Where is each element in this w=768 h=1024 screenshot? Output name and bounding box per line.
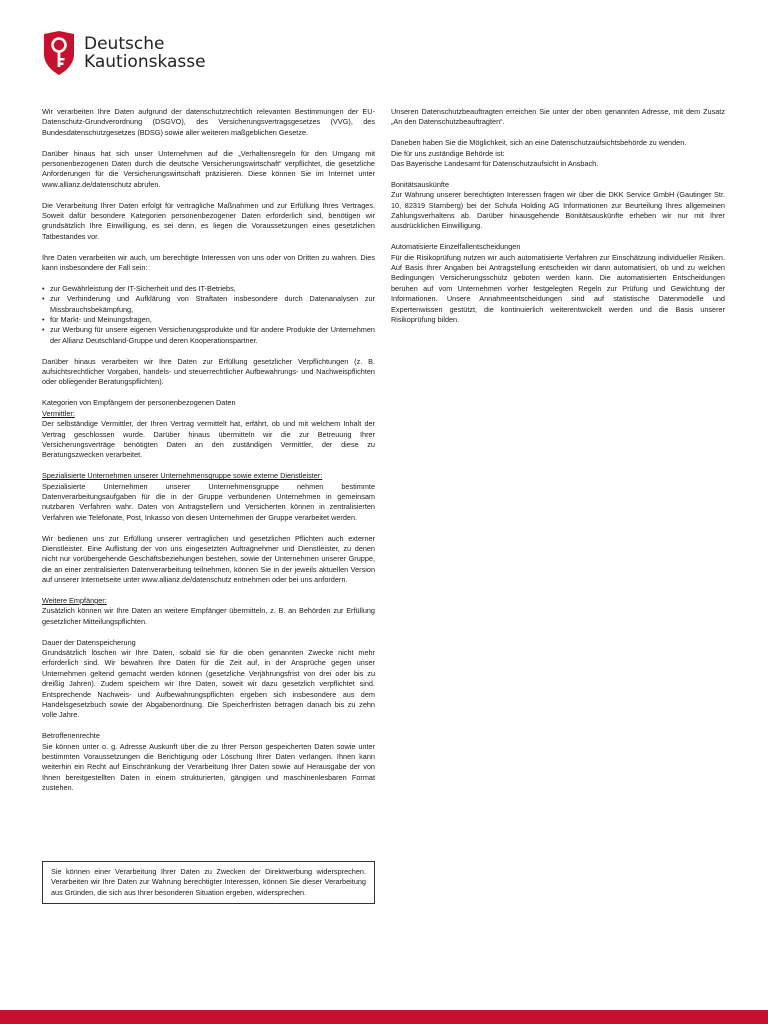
aufsichtsbehoerde-line-2: Die für uns zuständige Behörde ist: bbox=[391, 148, 505, 158]
footer-bar bbox=[0, 1010, 768, 1024]
interessen-paragraph: Ihre Daten verarbeiten wir auch, um berechtigte Interessen von uns oder von Dritten zu wahren. Dies kann insbesondere der Fall sein: bbox=[42, 252, 375, 273]
automatisierte-entscheidungen-heading: Automatisierte Einzelfallentscheidungen bbox=[391, 242, 521, 252]
interessen-list bbox=[42, 284, 375, 346]
speicherdauer-heading: Dauer der Datenspeicherung bbox=[42, 637, 136, 647]
list-item: • zur Gewährleistung der IT-Sicherheit und des IT-Betriebs, bbox=[42, 284, 375, 294]
bonitaet-paragraph: Zur Wahrung unserer berechtigten Interessen fragen wir über die DKK Service GmbH (Gautinger Str. 10, 82319 Starnberg) bei der Schufa Holding AG Informationen zur Beurteilung Ihres allgemeinen Zahlungsverhaltens ab. Darüber hinausgehende Bonitätsauskünfte erheben wir nur mit Ihrer ausdrücklichen Einwilligung. bbox=[391, 190, 725, 231]
brand-name bbox=[84, 35, 206, 71]
verarbeitung-paragraph: Die Verarbeitung Ihrer Daten erfolgt für vertragliche Maßnahmen und zur Erfüllung Ihres Vertrages. Soweit dafür besondere Kategorien personenbezogener Daten erforderlich sind, benötigen wir grundsätzlich Ihre Einwilligung, es sei denn, es liegen die Voraussetzungen eines gesetzlichen Tatbestandes vor. bbox=[42, 200, 375, 241]
brand-line-1: Deutsche bbox=[84, 34, 165, 54]
key-shield-icon bbox=[42, 30, 76, 76]
speicherdauer-paragraph: Grundsätzlich löschen wir Ihre Daten, sobald sie für die oben genannten Zwecke nicht mehr erforderlich sind. Wir bewahren Ihre Daten für die Zeit auf, in der Ansprüche gegen unser Unternehmen geltend gemacht werden können (gesetzliche Verjährungsfrist von drei oder bis zu dreißig Jahren). Zudem speichern wir Ihre Daten, soweit wir dazu gesetzlich verpflichtet sind. Entsprechende Nachweis- und Aufbewahrungspflichten ergeben sich insbesondere aus dem Handelsgesetzbuch sowie der Abgabenordnung. Die Speicherfristen betragen danach bis zu zehn volle Jahre. bbox=[42, 647, 375, 720]
list-item: • für Markt- und Meinungsfragen, bbox=[42, 315, 375, 325]
datenschutzbeauftragter-paragraph: Unseren Datenschutzbeauftragten erreichen Sie unter der oben genannten Adresse, mit dem Zusatz „An den Datenschutzbeauftragten“. bbox=[391, 107, 725, 127]
brand-logo bbox=[42, 30, 206, 76]
aufsichtsbehoerde-line-3: Das Bayerische Landesamt für Datenschutzaufsicht in Ansbach. bbox=[391, 159, 599, 169]
right-column bbox=[391, 107, 725, 336]
betroffenenrechte-heading: Betroffenenrechte bbox=[42, 731, 100, 741]
verpflichtungen-paragraph: Darüber hinaus verarbeiten wir Ihre Daten zur Erfüllung gesetzlicher Verpflichtungen (z. B. aufsichtsrechtlicher Vorgaben, handels- und steuerrechtlicher Aufbewahrungs- und Nachweispflichten oder obliegender Beratungspflichten). bbox=[42, 356, 375, 387]
spezialisierte-paragraph: Spezialisierte Unternehmen unserer Unternehmensgruppe nehmen bestimmte Datenverarbeitungsaufgaben für die in der Gruppe verbundenen Unternehmen in gemeinsam nutzbaren Verfahren wahr. Daten von Antragstellern und Versicherten können in zentralisierten Verfahren wie Telefonate, Post, Inkasso von diesen Unternehmen der Gruppe verarbeitet werden. bbox=[42, 481, 375, 522]
aufsichtsbehoerde-paragraph bbox=[391, 138, 725, 169]
aufsichtsbehoerde-line-1: Daneben haben Sie die Möglichkeit, sich an eine Datenschutzaufsichtsbehörde zu wenden. bbox=[391, 138, 687, 148]
left-column bbox=[42, 107, 375, 804]
brand-line-2: Kautionskasse bbox=[84, 52, 206, 72]
automatisierte-entscheidungen-paragraph: Für die Risikoprüfung nutzen wir auch automatisierte Verfahren zur Einschätzung individueller Risiken. Auf Basis Ihrer Angaben bei Antragstellung entscheiden wir dann automatisiert, ob und zu welchen Bedingungen Versicherungsschutz geboten werden kann. Die automatisierten Entscheidungen beruhen auf vom Unternehmen vorher festgelegten Regeln zur Prüfung und Gewichtung der Informationen. Unsere Annahmeentscheidungen sind auf statistische Datenmodelle und Expertenwissen gestützt, die kontinuierlich weiterentwickelt werden und die Basis unserer Risikoprüfung bilden. bbox=[391, 252, 725, 325]
bonitaet-heading: Bonitätsauskünfte bbox=[391, 179, 450, 189]
widerspruch-notice-box: Sie können einer Verarbeitung Ihrer Daten zu Zwecken der Direktwerbung widersprechen. Verarbeiten wir Ihre Daten zur Wahrung berechtigter Interessen, können Sie dieser Verarbeitung aus Gründen, die sich aus Ihrer besonderen Situation ergeben, widersprechen. bbox=[42, 861, 375, 904]
list-item: • zur Werbung für unsere eigenen Versicherungsprodukte und für andere Produkte der Unternehmen der Allianz Deutschland-Gruppe und deren Kooperationspartner. bbox=[42, 325, 375, 346]
list-item: • zur Verhinderung und Aufklärung von Straftaten insbesondere durch Datenanalysen zur Missbrauchsbekämpfung, bbox=[42, 294, 375, 315]
vermittler-paragraph: Der selbständige Vermittler, der Ihren Vertrag vermittelt hat, erfährt, ob und mit welchem Inhalt der Vertrag geschlossen wurde. Darüber hinaus übermitteln wir die zur Betreuung Ihrer Versicherungsverträge benötigten Daten an den zuständigen Vermittler, der diese zu Beratungszwecken verarbeitet. bbox=[42, 419, 375, 460]
weitere-empfaenger-subheading: Weitere Empfänger: bbox=[42, 595, 107, 605]
intro-paragraph: Wir verarbeiten Ihre Daten aufgrund der datenschutzrechtlich relevanten Bestimmungen der EU-Datenschutz-Grundverordnung (DSGVO), des Versicherungsvertragsgesetzes (VVG), des Bundesdatenschutzgesetzes (BDSG) sowie aller weiteren maßgeblichen Gesetze. bbox=[42, 107, 375, 137]
empfaenger-heading: Kategorien von Empfängern der personenbezogenen Daten bbox=[42, 398, 236, 408]
spezialisierte-subheading: Spezialisierte Unternehmen unserer Unternehmensgruppe sowie externe Dienstleister: bbox=[42, 471, 323, 481]
verhaltensregeln-paragraph: Darüber hinaus hat sich unser Unternehmen auf die „Verhaltensregeln für den Umgang mit personenbezogenen Daten durch die deutsche Versicherungswirtschaft“ verpflichtet, die gesetzliche Anforderungen für die Versicherungswirtschaft präzisieren. Diese können Sie im Internet unter www.allianz.de/datenschutz abrufen. bbox=[42, 148, 375, 189]
weitere-empfaenger-paragraph: Zusätzlich können wir Ihre Daten an weitere Empfänger übermitteln, z. B. an Behörden zur Erfüllung gesetzlicher Mitteilungspflichten. bbox=[42, 606, 375, 626]
vermittler-subheading: Vermittler: bbox=[42, 408, 75, 418]
dienstleister-paragraph: Wir bedienen uns zur Erfüllung unserer vertraglichen und gesetzlichen Pflichten auch externer Dienstleister. Eine Auflistung der von uns eingesetzten Auftragnehmer und Dienstleister, zu denen nicht nur vorübergehende Geschäftsbeziehungen bestehen, sowie der Unternehmen unserer Gruppe, die an einer zentralisierten Datenverarbeitung teilnehmen, können Sie in der jeweils aktuellen Version auf unserer Internetseite unter www.allianz.de/datenschutz entnehmen oder bei uns anfordern. bbox=[42, 533, 375, 585]
betroffenenrechte-paragraph: Sie können unter o. g. Adresse Auskunft über die zu Ihrer Person gespeicherten Daten sowie unter bestimmten Voraussetzungen die Berichtigung oder Löschung Ihrer Daten verlangen. Ihnen kann weiterhin ein Recht auf Einschränkung der Verarbeitung Ihrer Daten sowie auf Herausgabe der von Ihnen bereitgestellten Daten in einem strukturierten, gängigen und maschinenlesbaren Format zustehen. bbox=[42, 741, 375, 793]
